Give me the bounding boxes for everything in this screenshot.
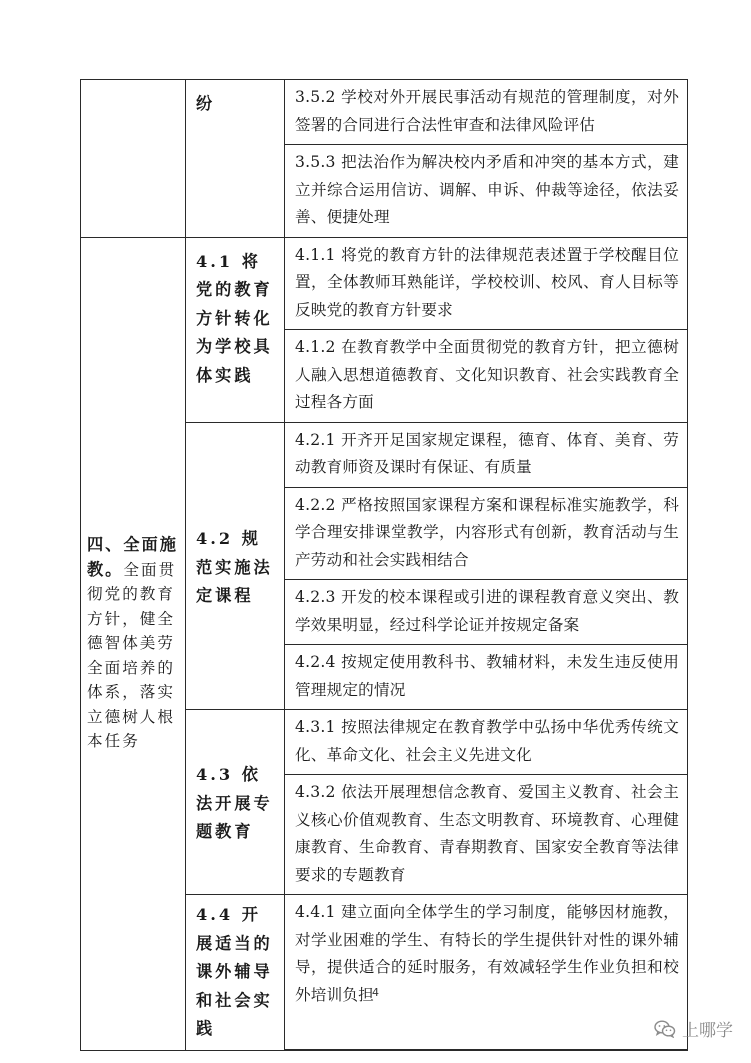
criterion-4-2-4: 4.2.4 按规定使用教科书、教辅材料，未发生违反使用管理规定的情况 bbox=[285, 645, 688, 710]
category-cell-4 bbox=[81, 237, 186, 1050]
table-row bbox=[81, 237, 688, 330]
criterion-4-4-1: 4.4.1 建立面向全体学生的学习制度，能够因材施教，对学业困难的学生、有特长的学生提供针对性的课外辅导，提供适合的延时服务，有效减轻学生作业负担和校外培训负担 bbox=[285, 895, 688, 1050]
category-heading: 四、全面施教。 bbox=[87, 535, 178, 579]
watermark bbox=[654, 1016, 733, 1041]
criterion-4-3-2: 4.3.2 依法开展理想信念教育、爱国主义教育、社会主义核心价值观教育、生态文明教育、环境教育、心理健康教育、生命教育、青春期教育、国家安全教育等法律要求的专题教育 bbox=[285, 775, 688, 895]
subcategory-cell-3-5: 纷 bbox=[186, 80, 285, 238]
subcategory-cell-4-1: 4.1 将党的教育方针转化为学校具体实践 bbox=[186, 237, 285, 422]
criterion-4-2-3: 4.2.3 开发的校本课程或引进的课程教育意义突出、教学效果明显，经过科学论证并按规定备案 bbox=[285, 580, 688, 645]
criterion-3-5-3: 3.5.3 把法治作为解决校内矛盾和冲突的基本方式，建立并综合运用信访、调解、申诉、仲裁等途径，依法妥善、便捷处理 bbox=[285, 145, 688, 238]
category-cell-empty bbox=[81, 80, 186, 238]
standards-table bbox=[80, 79, 688, 1051]
subcategory-cell-4-3: 4.3 依法开展专题教育 bbox=[186, 710, 285, 895]
page-number: 4 bbox=[372, 986, 379, 999]
table-row bbox=[81, 80, 688, 145]
criterion-4-2-1: 4.2.1 开齐开足国家规定课程，德育、体育、美育、劳动教育师资及课时有保证、有质量 bbox=[285, 422, 688, 487]
wechat-icon bbox=[654, 1020, 676, 1038]
criterion-3-5-2: 3.5.2 学校对外开展民事活动有规范的管理制度，对外签署的合同进行合法性审查和法律风险评估 bbox=[285, 80, 688, 145]
criterion-4-1-1: 4.1.1 将党的教育方针的法律规范表述置于学校醒目位置，全体教师耳熟能详，学校校训、校风、育人目标等反映党的教育方针要求 bbox=[285, 237, 688, 330]
criterion-4-1-2: 4.1.2 在教育教学中全面贯彻党的教育方针，把立德树人融入思想道德教育、文化知识教育、社会实践教育全过程各方面 bbox=[285, 330, 688, 423]
criterion-4-3-1: 4.3.1 按照法律规定在教育教学中弘扬中华优秀传统文化、革命文化、社会主义先进文化 bbox=[285, 710, 688, 775]
subcategory-cell-4-2: 4.2 规范实施法定课程 bbox=[186, 422, 285, 710]
category-description: 全面贯彻党的教育方针，健全德智体美劳全面培养的体系，落实立德树人根本任务 bbox=[87, 560, 177, 751]
watermark-text: 上哪学 bbox=[682, 1021, 733, 1041]
criterion-4-2-2: 4.2.2 严格按照国家课程方案和课程标准实施教学，科学合理安排课堂教学，内容形式有创新，教育活动与生产劳动和社会实践相结合 bbox=[285, 487, 688, 580]
subcategory-cell-4-4: 4.4 开展适当的课外辅导和社会实践 bbox=[186, 895, 285, 1051]
